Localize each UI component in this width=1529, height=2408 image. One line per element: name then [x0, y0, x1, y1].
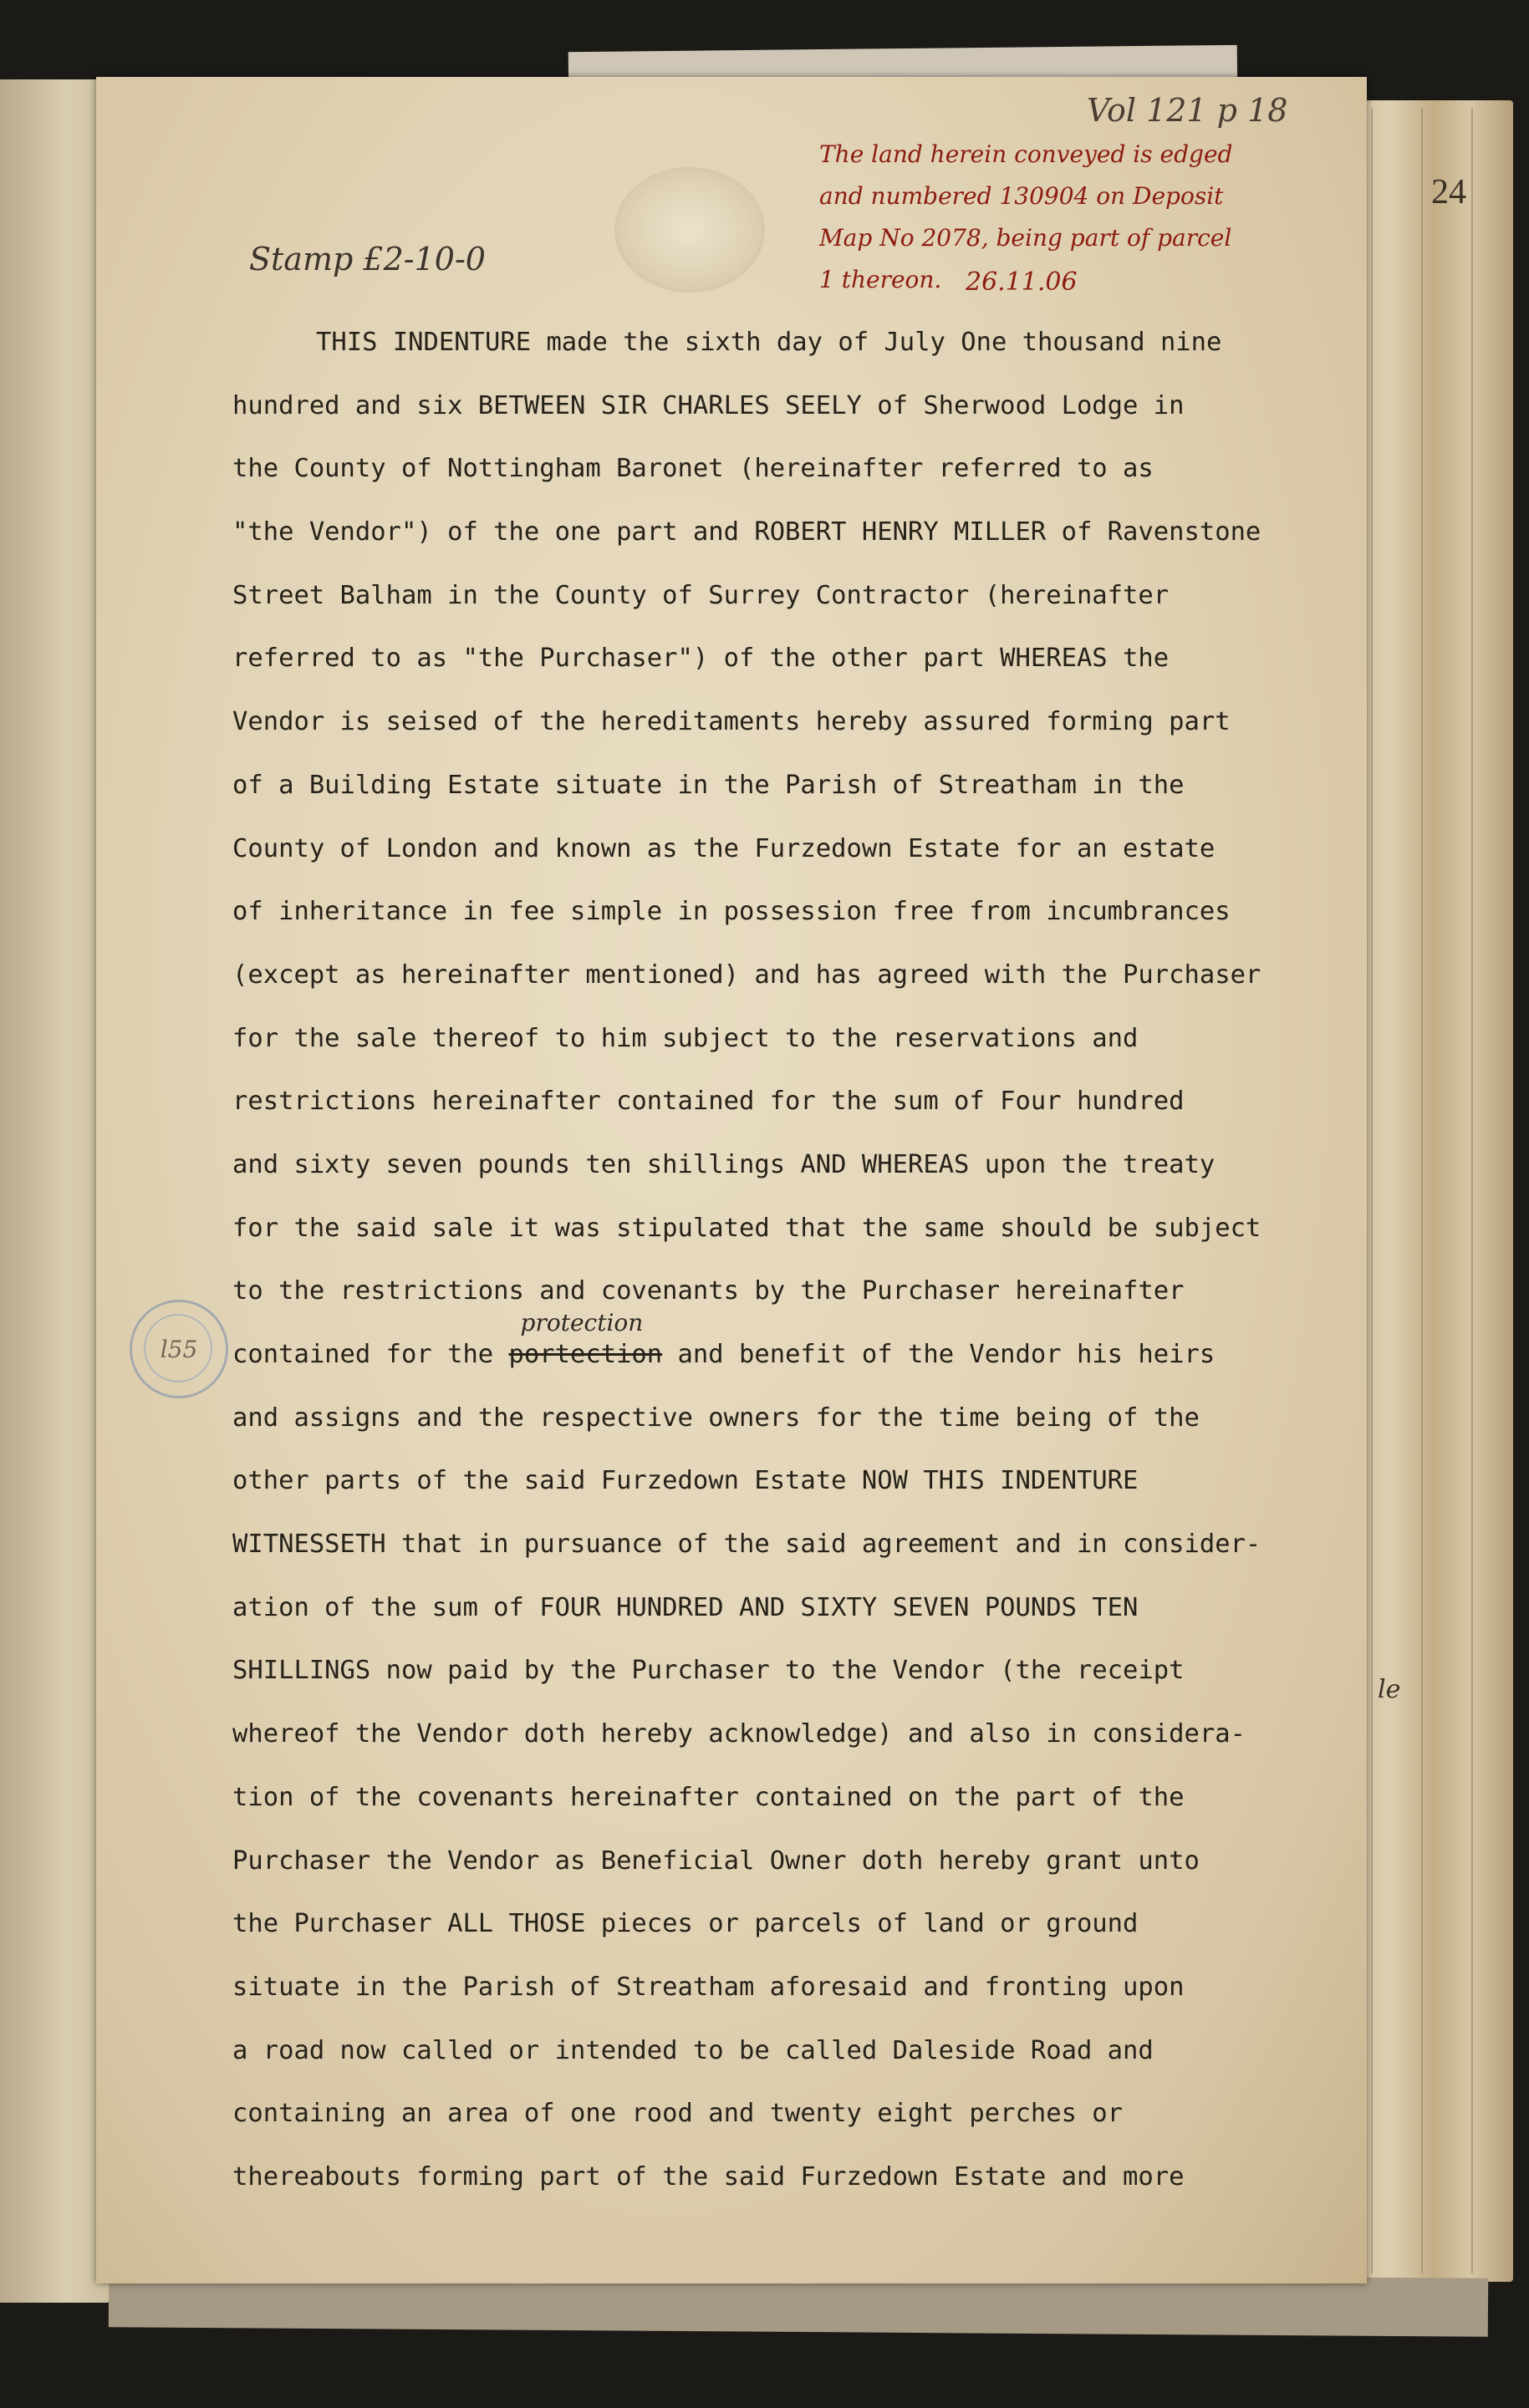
deed-line: the Purchaser ALL THOSE pieces or parcels of land or ground [232, 1909, 1139, 1939]
stamp-duty-note: Stamp £2-10-0 [249, 241, 486, 277]
deed-line-with-correction [232, 1309, 1357, 1387]
deed-line: Street Balham in the County of Surrey Contractor (hereinafter [232, 580, 1170, 610]
annotation-line: The land herein conveyed is edged [819, 140, 1233, 168]
deed-line-part: contained for the [232, 1340, 509, 1369]
deed-line: WITNESSETH that in pursuance of the said agreement and in consider- [232, 1530, 1261, 1560]
volume-reference-note: Vol 121 p 18 [1087, 92, 1288, 129]
deed-line: ation of the sum of FOUR HUNDRED AND SIXTY SEVEN POUNDS TEN [232, 1592, 1139, 1622]
page-edge-line [1421, 109, 1423, 2273]
deed-line-part: and benefit of the Vendor his heirs [662, 1340, 1216, 1369]
handwritten-correction [508, 1309, 663, 1387]
edge-note: le [1378, 1675, 1401, 1704]
page-edge-line [1371, 109, 1373, 2273]
deed-line: THIS INDENTURE made the sixth day of July One thousand nine [316, 328, 1222, 357]
deed-line: hundred and six BETWEEN SIR CHARLES SEELY of Sherwood Lodge in [232, 390, 1185, 420]
deed-line: whereof the Vendor doth hereby acknowledge) and also in considera- [232, 1719, 1246, 1749]
annotation-date: 26.11.06 [966, 267, 1078, 297]
deed-line: tion of the covenants hereinafter contained on the part of the [232, 1782, 1185, 1812]
deed-line: of a Building Estate situate in the Parish of Streatham in the [232, 770, 1185, 800]
struck-word: portection [508, 1340, 663, 1369]
deed-line: of inheritance in fee simple in possession free from incumbrances [232, 897, 1231, 927]
page-number: 24 [1431, 173, 1466, 211]
inserted-word: protection [520, 1309, 644, 1336]
deed-line: SHILLINGS now paid by the Purchaser to the Vendor (the receipt [232, 1656, 1185, 1686]
red-ink-annotation [819, 134, 1338, 301]
registry-stamp-number: l55 [160, 1335, 198, 1363]
deed-line: other parts of the said Furzedown Estate NOW THIS INDENTURE [232, 1466, 1139, 1496]
deed-line: referred to as "the Purchaser") of the other part WHEREAS the [232, 644, 1170, 674]
deed-line: a road now called or intended to be called Daleside Road and [232, 2035, 1154, 2065]
annotation-line: 1 thereon. [819, 266, 942, 293]
deed-line: the County of Nottingham Baronet (hereinafter referred to as [232, 454, 1154, 484]
deed-line: for the sale thereof to him subject to the reservations and [232, 1023, 1139, 1053]
deed-line: Purchaser the Vendor as Beneficial Owner doth hereby grant unto [232, 1845, 1200, 1876]
annotation-line: and numbered 130904 on Deposit [819, 182, 1224, 210]
deed-line: Vendor is seised of the hereditaments hereby assured forming part [232, 707, 1231, 737]
deed-line: to the restrictions and covenants by the Purchaser hereinafter [232, 1276, 1185, 1306]
deed-line: containing an area of one rood and twenty eight perches or [232, 2099, 1124, 2129]
deed-line: and assigns and the respective owners for the time being of the [232, 1403, 1200, 1433]
deed-body [232, 311, 1357, 2209]
deed-line: "the Vendor") of the one part and ROBERT HENRY MILLER of Ravenstone [232, 517, 1261, 547]
deed-line: restrictions hereinafter contained for the sum of Four hundred [232, 1087, 1185, 1117]
embossed-seal [614, 167, 765, 293]
deed-line: for the said sale it was stipulated that the same should be subject [232, 1213, 1261, 1243]
annotation-line: Map No 2078, being part of parcel [819, 224, 1232, 252]
registry-stamp [130, 1300, 228, 1398]
deed-line: thereabouts forming part of the said Furzedown Estate and more [232, 2161, 1185, 2192]
deed-line: situate in the Parish of Streatham aforesaid and fronting upon [232, 1972, 1185, 2002]
deed-line: County of London and known as the Furzedown Estate for an estate [232, 833, 1216, 863]
deed-line: (except as hereinafter mentioned) and has agreed with the Purchaser [232, 960, 1261, 990]
deed-line: and sixty seven pounds ten shillings AND WHEREAS upon the treaty [232, 1149, 1216, 1179]
page-edge-line [1471, 109, 1473, 2273]
